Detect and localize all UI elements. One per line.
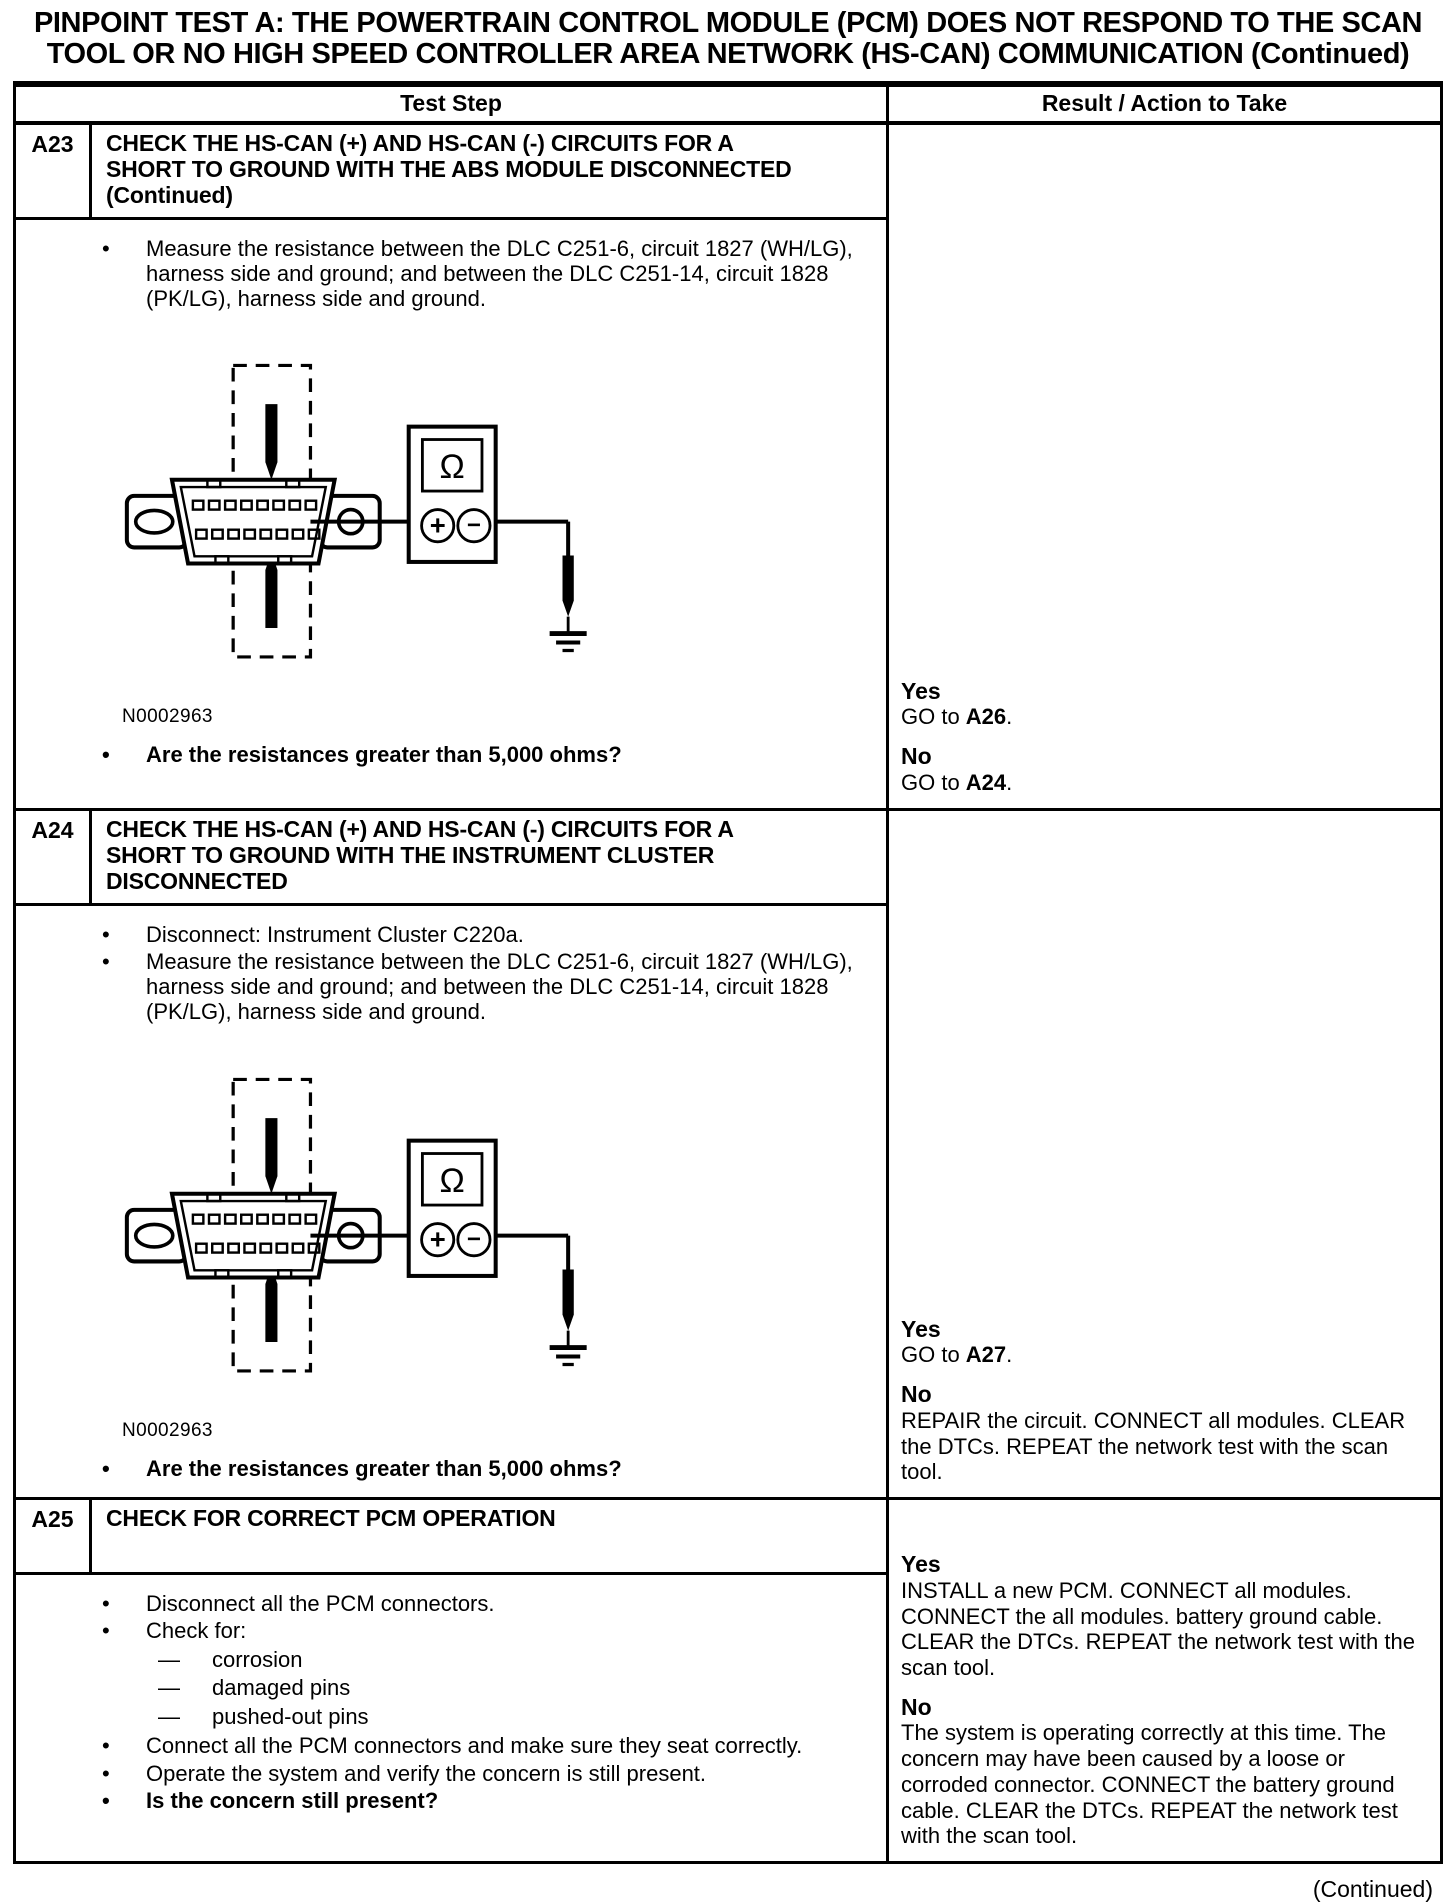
bullet-item: • Disconnect: Instrument Cluster C220a. bbox=[102, 921, 524, 947]
figure-caption: N0002963 bbox=[122, 706, 213, 728]
bullet-marker: • bbox=[102, 1455, 110, 1481]
question-item: • Are the resistances greater than 5,000 ohms? bbox=[102, 742, 622, 768]
column-header-result: Result / Action to Take bbox=[886, 87, 1440, 121]
step-title: CHECK THE HS-CAN (+) AND HS-CAN (-) CIRCUITS FOR A SHORT TO GROUND WITH THE INSTRUMENT CLUSTER DISCONNECTED bbox=[92, 811, 886, 906]
result-label-no: No bbox=[901, 743, 932, 770]
continued-footer: (Continued) bbox=[1312, 1876, 1433, 1903]
result-action: GO to A24. bbox=[901, 769, 1013, 795]
circuit-diagram bbox=[112, 359, 864, 670]
step-id: A23 bbox=[16, 125, 92, 220]
result-action: INSTALL a new PCM. CONNECT all modules. CONNECT the all modules. battery ground cable. CLEAR the DTCs. REPEAT the network test with the scan tool. bbox=[901, 1577, 1415, 1680]
step-reference: A26 bbox=[965, 704, 1007, 730]
page-title-line2: TOOL OR NO HIGH SPEED CONTROLLER AREA NETWORK (HS-CAN) COMMUNICATION (Continued) bbox=[46, 38, 1410, 71]
bullet-marker: • bbox=[102, 948, 110, 974]
question-item: • Are the resistances greater than 5,000 ohms? bbox=[102, 1455, 622, 1481]
sub-item: — pushed-out pins bbox=[16, 1703, 864, 1732]
step-row-a24 bbox=[16, 811, 1440, 1500]
step-id: A24 bbox=[16, 811, 92, 906]
question-item: • Is the concern still present? bbox=[102, 1787, 439, 1813]
bullet-item: • Disconnect all the PCM connectors. bbox=[102, 1590, 495, 1616]
step-title: CHECK FOR CORRECT PCM OPERATION bbox=[92, 1500, 886, 1575]
result-label-no: No bbox=[901, 1693, 932, 1720]
bullet-marker: • bbox=[102, 1590, 110, 1616]
figure-caption: N0002963 bbox=[122, 1419, 213, 1441]
result-label-yes: Yes bbox=[901, 1551, 941, 1578]
result-label-yes: Yes bbox=[901, 1315, 941, 1342]
result-label-no: No bbox=[901, 1381, 932, 1408]
table-header-row bbox=[16, 87, 1440, 125]
result-label-yes: Yes bbox=[901, 677, 941, 704]
page-title bbox=[13, 8, 1443, 71]
dash-marker: — bbox=[158, 1703, 180, 1729]
procedure-cell bbox=[16, 1575, 886, 1861]
page-title-line1: PINPOINT TEST A: THE POWERTRAIN CONTROL MODULE (PCM) DOES NOT RESPOND TO THE SCAN bbox=[33, 7, 1423, 39]
circuit-diagram bbox=[112, 1073, 864, 1384]
bullet-item: • Measure the resistance between the DLC C251-6, circuit 1827 (WH/LG), harness side and ground; and between the DLC C251-14, circuit 1828 (PK/LG), harness side and ground. bbox=[102, 235, 853, 312]
sub-item: — corrosion bbox=[16, 1646, 864, 1675]
bullet-marker: • bbox=[102, 921, 110, 947]
column-header-test-step: Test Step bbox=[400, 89, 502, 116]
result-yes bbox=[901, 1552, 1426, 1681]
step-title: CHECK THE HS-CAN (+) AND HS-CAN (-) CIRCUITS FOR A SHORT TO GROUND WITH THE ABS MODULE DISCONNECTED (Continued) bbox=[92, 125, 886, 220]
bullet-marker: • bbox=[102, 742, 110, 768]
bullet-item: • Check for: bbox=[102, 1618, 247, 1644]
pinpoint-table bbox=[13, 81, 1443, 1865]
result-cell bbox=[886, 811, 1440, 1497]
bullet-marker: • bbox=[102, 1760, 110, 1786]
bullet-item: • Connect all the PCM connectors and make sure they seat correctly. bbox=[102, 1733, 803, 1759]
result-action: GO to A27. bbox=[901, 1342, 1013, 1368]
procedure-cell bbox=[16, 220, 886, 808]
step-row-a25 bbox=[16, 1500, 1440, 1861]
result-no bbox=[901, 744, 1426, 795]
result-yes bbox=[901, 679, 1426, 730]
procedure-cell bbox=[16, 906, 886, 1497]
result-yes bbox=[901, 1317, 1426, 1368]
sub-item: — damaged pins bbox=[16, 1674, 864, 1703]
bullet-item: • Operate the system and verify the concern is still present. bbox=[102, 1760, 707, 1786]
bullet-marker: • bbox=[102, 1733, 110, 1759]
bullet-marker: • bbox=[102, 1787, 110, 1813]
result-no bbox=[901, 1382, 1426, 1485]
step-id: A25 bbox=[16, 1500, 92, 1575]
result-cell bbox=[886, 125, 1440, 808]
step-reference: A27 bbox=[965, 1342, 1007, 1368]
result-cell bbox=[886, 1500, 1440, 1861]
dash-marker: — bbox=[158, 1646, 180, 1672]
bullet-item: • Measure the resistance between the DLC C251-6, circuit 1827 (WH/LG), harness side and ground; and between the DLC C251-14, circuit 1828 (PK/LG), harness side and ground. bbox=[102, 948, 853, 1025]
bullet-marker: • bbox=[102, 235, 110, 261]
step-reference: A24 bbox=[965, 769, 1007, 795]
result-action: The system is operating correctly at this time. The concern may have been caused by a loose or corroded connector. CONNECT the battery ground cable. CLEAR the DTCs. REPEAT the network test with the scan tool. bbox=[901, 1720, 1398, 1849]
result-action: GO to A26. bbox=[901, 704, 1013, 730]
bullet-marker: • bbox=[102, 1618, 110, 1644]
dash-marker: — bbox=[158, 1675, 180, 1701]
result-action: REPAIR the circuit. CONNECT all modules. CLEAR the DTCs. REPEAT the network test with the scan tool. bbox=[901, 1407, 1406, 1485]
step-row-a23 bbox=[16, 125, 1440, 811]
